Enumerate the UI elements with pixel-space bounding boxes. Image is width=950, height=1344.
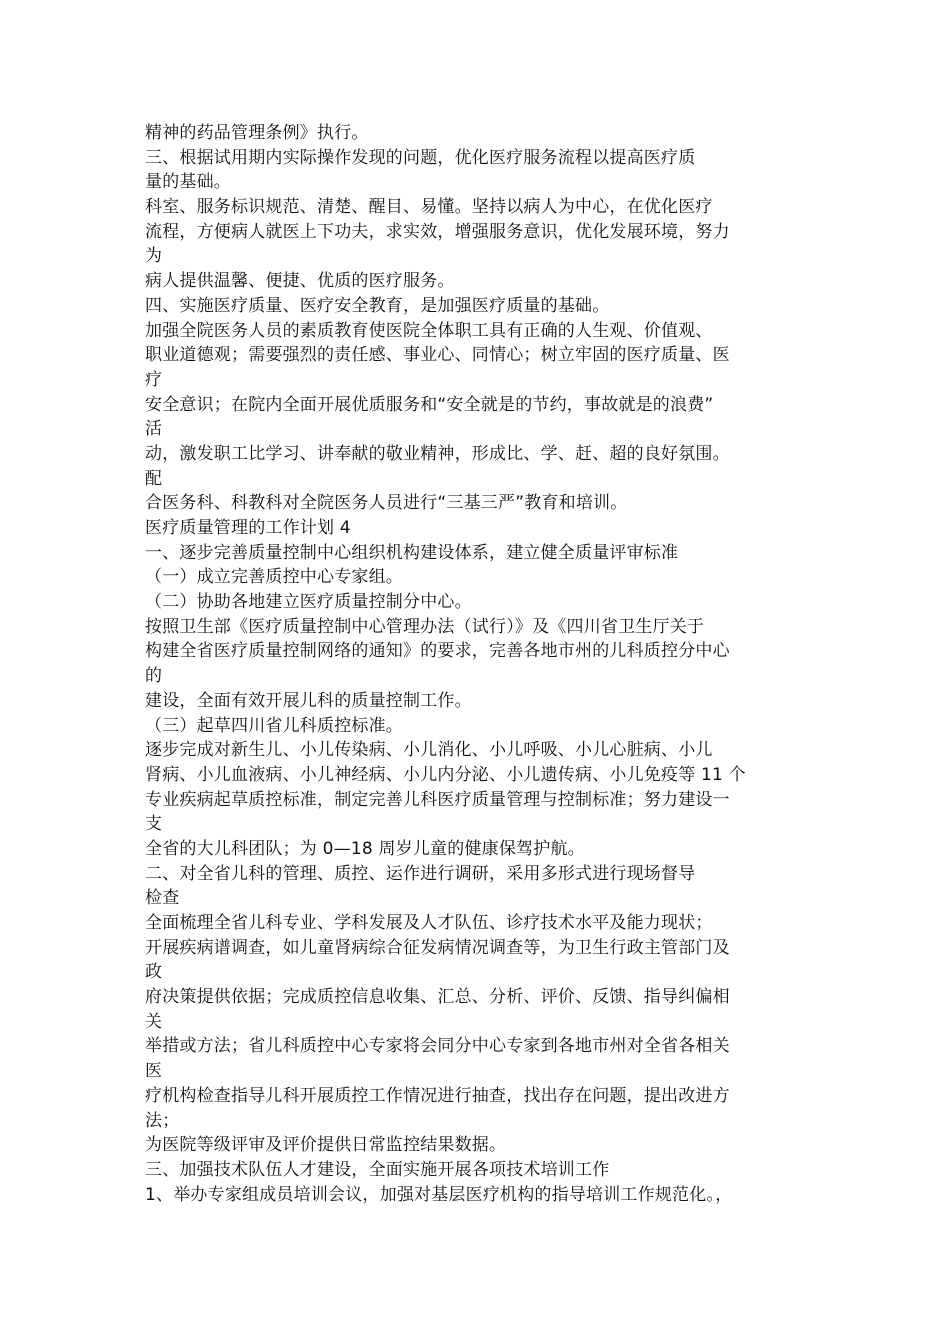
text-line: 按照卫生部《医疗质量控制中心管理办法（试行）》及《四川省卫生厅关于 — [145, 616, 705, 637]
plan-title: 医疗质量管理的工作计划 4 — [145, 518, 351, 538]
text-line: 合医务科、科教科对全院医务人员进行“三基三严”教育和培训。 — [145, 493, 628, 514]
text-line: 政 — [145, 962, 163, 983]
document-body — [145, 121, 815, 1207]
text-line: 精神的药品管理条例》执行。 — [145, 123, 369, 143]
text-line: 疗机构检查指导儿科开展质控工作情况进行抽查，找出存在问题，提出改进方 — [145, 1085, 730, 1106]
text-line: 构建全省医疗质量控制网络的通知》的要求，完善各地市州的儿科质控分中心 — [145, 641, 730, 662]
text-line: 为医院等级评审及评价提供日常监控结果数据。 — [145, 1135, 507, 1156]
text-line: 全省的大儿科团队；为 0—18 周岁儿童的健康保驾护航。 — [145, 838, 585, 859]
text-line: 安全意识；在院内全面开展优质服务和“安全就是的节约，事故就是的浪费” — [145, 394, 714, 415]
text-line: 全面梳理全省儿科专业、学科发展及人才队伍、诊疗技术水平及能力现状； — [145, 913, 713, 933]
subsection-heading: （一）成立完善质控中心专家组。 — [145, 567, 403, 588]
text-line: 1、举办专家组成员培训会议，加强对基层医疗机构的指导培训工作规范化。， — [145, 1184, 733, 1205]
text-line: 动，激发职工比学习、讲奉献的敬业精神，形成比、学、赶、超的良好氛围。 — [145, 443, 730, 464]
text-line: 配 — [145, 468, 163, 489]
text-line: 法； — [145, 1110, 180, 1131]
text-line: 活 — [145, 419, 163, 440]
text-line: 病人提供温馨、便捷、优质的医疗服务。 — [145, 271, 455, 292]
text-line: 专业疾病起草质控标准，制定完善儿科医疗质量管理与控制标准；努力建设一 — [145, 789, 730, 810]
text-line: 科室、服务标识规范、清楚、醒目、易懂。坚持以病人为中心，在优化医疗 — [145, 197, 713, 218]
text-line: 肾病、小儿血液病、小儿神经病、小儿内分泌、小儿遗传病、小儿免疫等 11 个 — [145, 764, 746, 785]
text-line: 开展疾病谱调查，如儿童肾病综合征发病情况调查等，为卫生行政主管部门及 — [145, 937, 730, 958]
text-line: 的 — [145, 666, 163, 687]
subsection-heading: （二）协助各地建立医疗质量控制分中心。 — [145, 592, 472, 613]
text-line: 检查 — [145, 888, 180, 909]
text-line: 医 — [145, 1061, 163, 1082]
text-line: 举措或方法；省儿科质控中心专家将会同分中心专家到各地市州对全省各相关 — [145, 1036, 730, 1057]
text-line: 职业道德观；需要强烈的责任感、事业心、同情心；树立牢固的医疗质量、医 — [145, 345, 730, 366]
section-heading: 四、实施医疗质量、医疗安全教育，是加强医疗质量的基础。 — [145, 295, 610, 316]
text-line: 为 — [145, 246, 163, 267]
text-line: 逐步完成对新生儿、小儿传染病、小儿消化、小儿呼吸、小儿心脏病、小儿 — [145, 740, 713, 761]
text-line: 府决策提供依据；完成质控信息收集、汇总、分析、评价、反馈、指导纠偏相 — [145, 987, 730, 1008]
text-line: 加强全院医务人员的素质教育使医院全体职工具有正确的人生观、价值观、 — [145, 320, 713, 341]
text-line: 疗 — [145, 369, 163, 390]
section-heading: 二、对全省儿科的管理、质控、运作进行调研，采用多形式进行现场督导 — [145, 863, 696, 884]
text-line: 量的基础。 — [145, 172, 231, 193]
text-line: 流程，方便病人就医上下功夫，求实效，增强服务意识，优化发展环境，努力 — [145, 221, 730, 242]
text-line: 建设，全面有效开展儿科的质量控制工作。 — [145, 690, 472, 711]
section-heading: 三、加强技术队伍人才建设，全面实施开展各项技术培训工作 — [145, 1159, 610, 1180]
subsection-heading: （三）起草四川省儿科质控标准。 — [145, 715, 403, 736]
section-heading: 三、根据试用期内实际操作发现的问题，优化医疗服务流程以提高医疗质 — [145, 147, 696, 168]
text-line: 支 — [145, 814, 163, 835]
section-heading: 一、逐步完善质量控制中心组织机构建设体系，建立健全质量评审标准 — [145, 542, 679, 563]
text-line: 关 — [145, 1011, 163, 1032]
